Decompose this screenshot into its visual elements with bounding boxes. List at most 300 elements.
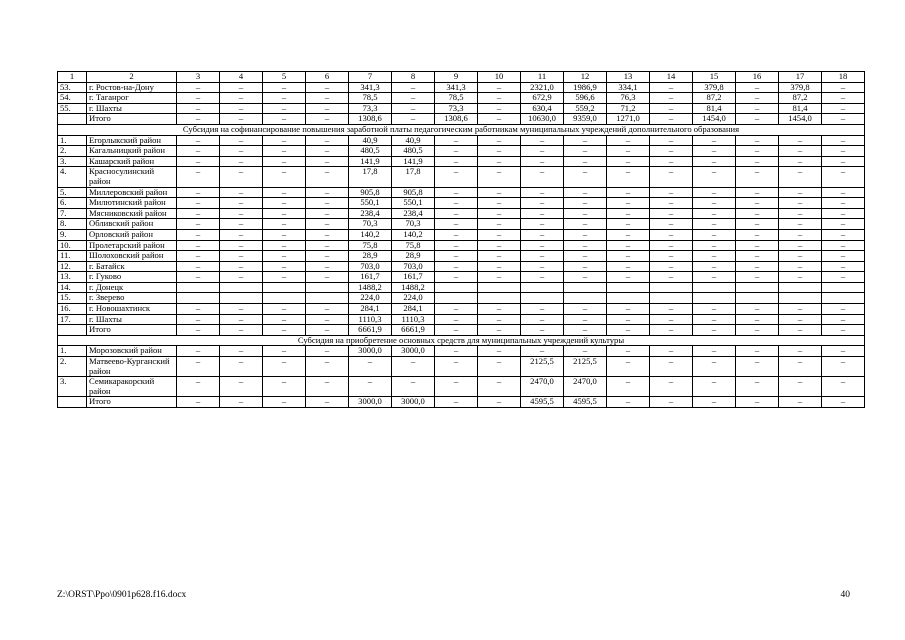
value-cell: – — [521, 208, 564, 219]
value-cell: 73,3 — [349, 103, 392, 114]
value-cell: – — [220, 93, 263, 104]
municipality-name: Семикаракорский район — [87, 377, 177, 397]
value-cell: – — [521, 135, 564, 146]
value-cell: – — [435, 219, 478, 230]
value-cell: – — [478, 377, 521, 397]
value-cell — [564, 282, 607, 293]
value-cell: – — [263, 208, 306, 219]
value-cell: – — [521, 304, 564, 315]
value-cell: – — [177, 219, 220, 230]
value-cell — [693, 282, 736, 293]
value-cell: – — [822, 397, 865, 408]
value-cell: – — [263, 314, 306, 325]
value-cell: – — [478, 314, 521, 325]
table-row — [58, 103, 865, 114]
value-cell: – — [263, 346, 306, 357]
value-cell: – — [263, 240, 306, 251]
column-number: 2 — [87, 72, 177, 83]
municipality-name: Красносулинский район — [87, 167, 177, 187]
value-cell: 75,8 — [349, 240, 392, 251]
value-cell: 1271,0 — [607, 114, 650, 125]
value-cell: – — [736, 272, 779, 283]
value-cell: – — [736, 135, 779, 146]
value-cell: – — [822, 198, 865, 209]
value-cell: 2125,5 — [521, 357, 564, 377]
value-cell: – — [263, 229, 306, 240]
value-cell: 672,9 — [521, 93, 564, 104]
value-cell: 596,6 — [564, 93, 607, 104]
value-cell: – — [822, 261, 865, 272]
table-row — [58, 357, 865, 377]
table-row — [58, 397, 865, 408]
value-cell: – — [220, 377, 263, 397]
value-cell: 1488,2 — [392, 282, 435, 293]
value-cell: – — [779, 146, 822, 157]
value-cell: – — [478, 135, 521, 146]
column-number: 1 — [58, 72, 87, 83]
row-number: 11. — [58, 251, 87, 262]
value-cell: – — [521, 229, 564, 240]
table-row — [58, 293, 865, 304]
table-row — [58, 240, 865, 251]
value-cell: – — [478, 219, 521, 230]
value-cell: 224,0 — [349, 293, 392, 304]
table-row — [58, 167, 865, 187]
value-cell: 141,9 — [392, 156, 435, 167]
value-cell: 1488,2 — [349, 282, 392, 293]
value-cell — [220, 293, 263, 304]
value-cell — [736, 293, 779, 304]
value-cell: – — [736, 198, 779, 209]
value-cell: – — [478, 261, 521, 272]
table-row — [58, 346, 865, 357]
value-cell: – — [263, 114, 306, 125]
value-cell: – — [220, 82, 263, 93]
value-cell: – — [478, 82, 521, 93]
row-number: 54. — [58, 93, 87, 104]
value-cell: – — [779, 377, 822, 397]
value-cell: 40,9 — [392, 135, 435, 146]
value-cell: 334,1 — [607, 82, 650, 93]
value-cell: – — [564, 240, 607, 251]
table-row — [58, 251, 865, 262]
value-cell: – — [478, 146, 521, 157]
value-cell: – — [564, 198, 607, 209]
value-cell — [521, 293, 564, 304]
municipality-name: Кашарский район — [87, 156, 177, 167]
value-cell: 2470,0 — [564, 377, 607, 397]
value-cell: – — [822, 357, 865, 377]
value-cell: 141,9 — [349, 156, 392, 167]
value-cell: 75,8 — [392, 240, 435, 251]
value-cell: – — [435, 261, 478, 272]
value-cell: – — [435, 156, 478, 167]
value-cell: – — [607, 346, 650, 357]
value-cell: – — [220, 167, 263, 187]
column-number: 13 — [607, 72, 650, 83]
value-cell: – — [650, 187, 693, 198]
value-cell: 550,1 — [349, 198, 392, 209]
value-cell: – — [736, 314, 779, 325]
value-cell: – — [650, 167, 693, 187]
column-number: 12 — [564, 72, 607, 83]
column-number: 4 — [220, 72, 263, 83]
column-number: 18 — [822, 72, 865, 83]
value-cell: – — [650, 82, 693, 93]
value-cell: 81,4 — [779, 103, 822, 114]
value-cell: – — [779, 187, 822, 198]
value-cell: – — [564, 187, 607, 198]
column-number: 16 — [736, 72, 779, 83]
value-cell: – — [435, 357, 478, 377]
value-cell: – — [220, 261, 263, 272]
value-cell: – — [521, 198, 564, 209]
value-cell: – — [779, 208, 822, 219]
value-cell — [478, 293, 521, 304]
value-cell: – — [521, 167, 564, 187]
value-cell: – — [693, 146, 736, 157]
value-cell: 140,2 — [349, 229, 392, 240]
value-cell: – — [177, 146, 220, 157]
municipality-name: г. Шахты — [87, 103, 177, 114]
value-cell: – — [263, 325, 306, 336]
value-cell: – — [263, 156, 306, 167]
row-number: 17. — [58, 314, 87, 325]
value-cell: – — [736, 346, 779, 357]
value-cell: – — [435, 304, 478, 315]
value-cell: 9359,0 — [564, 114, 607, 125]
value-cell: – — [478, 114, 521, 125]
value-cell — [263, 293, 306, 304]
municipality-name: г. Таганрог — [87, 93, 177, 104]
value-cell: – — [478, 272, 521, 283]
value-cell: – — [822, 156, 865, 167]
value-cell — [607, 293, 650, 304]
value-cell: – — [693, 377, 736, 397]
value-cell: – — [693, 229, 736, 240]
value-cell: – — [521, 146, 564, 157]
row-number: 1. — [58, 346, 87, 357]
value-cell — [263, 282, 306, 293]
value-cell: – — [220, 198, 263, 209]
value-cell: – — [220, 208, 263, 219]
value-cell: – — [564, 251, 607, 262]
value-cell: – — [822, 167, 865, 187]
value-cell: – — [177, 187, 220, 198]
value-cell: – — [435, 346, 478, 357]
row-number: 13. — [58, 272, 87, 283]
value-cell: – — [736, 82, 779, 93]
value-cell: – — [564, 146, 607, 157]
value-cell: 28,9 — [349, 251, 392, 262]
municipality-name: Обливский район — [87, 219, 177, 230]
value-cell: 76,3 — [607, 93, 650, 104]
column-number: 7 — [349, 72, 392, 83]
value-cell: 559,2 — [564, 103, 607, 114]
value-cell: – — [693, 219, 736, 230]
value-cell: – — [220, 156, 263, 167]
value-cell: – — [607, 146, 650, 157]
value-cell: – — [650, 377, 693, 397]
value-cell: – — [177, 377, 220, 397]
value-cell: – — [736, 377, 779, 397]
value-cell: – — [220, 272, 263, 283]
value-cell: 284,1 — [392, 304, 435, 315]
value-cell: – — [177, 93, 220, 104]
value-cell: – — [220, 357, 263, 377]
table-row — [58, 261, 865, 272]
value-cell: 1308,6 — [435, 114, 478, 125]
value-cell: – — [736, 397, 779, 408]
value-cell: – — [478, 229, 521, 240]
value-cell: 70,3 — [349, 219, 392, 230]
value-cell: – — [779, 167, 822, 187]
section-title-row — [58, 124, 865, 135]
value-cell: – — [564, 272, 607, 283]
value-cell: – — [607, 187, 650, 198]
table-header-row — [58, 72, 865, 83]
value-cell: – — [822, 135, 865, 146]
value-cell: – — [736, 357, 779, 377]
value-cell: – — [306, 219, 349, 230]
value-cell: – — [693, 167, 736, 187]
value-cell: – — [607, 377, 650, 397]
value-cell: – — [306, 314, 349, 325]
value-cell: – — [607, 240, 650, 251]
value-cell: – — [306, 146, 349, 157]
row-number: 3. — [58, 377, 87, 397]
municipality-name: Матвеево-Курганский район — [87, 357, 177, 377]
value-cell: 905,8 — [392, 187, 435, 198]
value-cell: – — [822, 187, 865, 198]
value-cell: – — [435, 397, 478, 408]
value-cell: – — [607, 229, 650, 240]
value-cell: 550,1 — [392, 198, 435, 209]
value-cell: – — [263, 146, 306, 157]
value-cell: – — [822, 251, 865, 262]
value-cell: – — [736, 114, 779, 125]
municipality-name: Пролетарский район — [87, 240, 177, 251]
value-cell: 1454,0 — [693, 114, 736, 125]
value-cell: – — [736, 103, 779, 114]
value-cell: – — [736, 240, 779, 251]
value-cell: – — [263, 103, 306, 114]
value-cell: – — [478, 325, 521, 336]
value-cell — [779, 293, 822, 304]
value-cell: 6661,9 — [349, 325, 392, 336]
value-cell: – — [349, 357, 392, 377]
value-cell: – — [263, 377, 306, 397]
value-cell: – — [822, 304, 865, 315]
value-cell: – — [521, 272, 564, 283]
table-row — [58, 114, 865, 125]
value-cell: – — [564, 135, 607, 146]
value-cell: – — [177, 167, 220, 187]
value-cell: – — [736, 167, 779, 187]
value-cell: – — [177, 198, 220, 209]
municipality-name: г. Зверево — [87, 293, 177, 304]
municipality-name: г. Новошахтинск — [87, 304, 177, 315]
value-cell: – — [263, 304, 306, 315]
value-cell: – — [564, 346, 607, 357]
value-cell: – — [220, 114, 263, 125]
row-number: 2. — [58, 146, 87, 157]
value-cell: – — [435, 208, 478, 219]
table-row — [58, 198, 865, 209]
row-number: 8. — [58, 219, 87, 230]
value-cell: – — [693, 135, 736, 146]
value-cell: 2321,0 — [521, 82, 564, 93]
value-cell: – — [435, 251, 478, 262]
row-number: 6. — [58, 198, 87, 209]
value-cell: – — [564, 261, 607, 272]
value-cell: – — [478, 187, 521, 198]
value-cell: – — [693, 304, 736, 315]
value-cell: – — [736, 208, 779, 219]
value-cell: – — [693, 187, 736, 198]
value-cell: 4595,5 — [521, 397, 564, 408]
value-cell: – — [306, 377, 349, 397]
table-row — [58, 314, 865, 325]
value-cell — [564, 293, 607, 304]
value-cell: – — [779, 314, 822, 325]
value-cell: – — [263, 135, 306, 146]
value-cell: – — [392, 377, 435, 397]
value-cell: – — [650, 357, 693, 377]
municipality-name: Итого — [87, 397, 177, 408]
value-cell: – — [177, 156, 220, 167]
value-cell: – — [693, 346, 736, 357]
value-cell: 480,5 — [349, 146, 392, 157]
column-number: 14 — [650, 72, 693, 83]
value-cell: – — [435, 198, 478, 209]
value-cell: – — [177, 272, 220, 283]
value-cell: – — [693, 198, 736, 209]
table-row — [58, 219, 865, 230]
column-number: 6 — [306, 72, 349, 83]
value-cell: 480,5 — [392, 146, 435, 157]
value-cell: – — [693, 251, 736, 262]
column-number: 8 — [392, 72, 435, 83]
value-cell: – — [650, 135, 693, 146]
value-cell — [693, 293, 736, 304]
value-cell: 161,7 — [392, 272, 435, 283]
value-cell: – — [220, 219, 263, 230]
section-title: Субсидия на софинансирование повышения заработной платы педагогическим работникам муниципальных учреждений дополнительного образования — [58, 124, 865, 135]
value-cell: 1454,0 — [779, 114, 822, 125]
value-cell: – — [306, 114, 349, 125]
value-cell: – — [650, 114, 693, 125]
value-cell: 17,8 — [392, 167, 435, 187]
value-cell — [736, 282, 779, 293]
value-cell: – — [220, 325, 263, 336]
value-cell: – — [306, 357, 349, 377]
value-cell: 1308,6 — [349, 114, 392, 125]
value-cell: – — [220, 251, 263, 262]
value-cell: – — [822, 325, 865, 336]
value-cell: 78,5 — [435, 93, 478, 104]
value-cell: – — [521, 346, 564, 357]
value-cell: – — [478, 167, 521, 187]
value-cell: – — [306, 135, 349, 146]
table-row — [58, 187, 865, 198]
value-cell: – — [822, 82, 865, 93]
value-cell: – — [306, 82, 349, 93]
value-cell: 81,4 — [693, 103, 736, 114]
row-number — [58, 325, 87, 336]
value-cell: – — [822, 114, 865, 125]
value-cell: – — [306, 272, 349, 283]
value-cell: – — [650, 208, 693, 219]
column-number: 5 — [263, 72, 306, 83]
value-cell: – — [263, 272, 306, 283]
value-cell: – — [564, 325, 607, 336]
municipality-name: Кагальницкий район — [87, 146, 177, 157]
value-cell: – — [779, 240, 822, 251]
value-cell: – — [779, 357, 822, 377]
municipality-name: Итого — [87, 114, 177, 125]
row-number: 1. — [58, 135, 87, 146]
value-cell: 3000,0 — [392, 346, 435, 357]
value-cell: – — [263, 357, 306, 377]
value-cell: – — [392, 114, 435, 125]
value-cell: 17,8 — [349, 167, 392, 187]
value-cell: – — [177, 251, 220, 262]
municipality-name: г. Шахты — [87, 314, 177, 325]
value-cell: – — [220, 304, 263, 315]
value-cell: – — [263, 261, 306, 272]
value-cell: – — [607, 314, 650, 325]
municipality-name: Мясниковский район — [87, 208, 177, 219]
row-number: 4. — [58, 167, 87, 187]
value-cell: – — [177, 261, 220, 272]
value-cell: – — [478, 251, 521, 262]
value-cell: 3000,0 — [392, 397, 435, 408]
value-cell: 3000,0 — [349, 397, 392, 408]
value-cell — [607, 282, 650, 293]
value-cell: – — [521, 187, 564, 198]
value-cell: – — [693, 314, 736, 325]
table-row — [58, 325, 865, 336]
value-cell: – — [263, 397, 306, 408]
value-cell — [306, 282, 349, 293]
table-row — [58, 282, 865, 293]
subsidy-table — [57, 71, 865, 408]
value-cell: – — [650, 304, 693, 315]
table-row — [58, 156, 865, 167]
value-cell: – — [822, 103, 865, 114]
row-number — [58, 114, 87, 125]
value-cell: – — [607, 325, 650, 336]
value-cell: – — [650, 198, 693, 209]
value-cell: – — [736, 156, 779, 167]
municipality-name: г. Батайск — [87, 261, 177, 272]
value-cell: – — [392, 357, 435, 377]
value-cell: – — [306, 187, 349, 198]
row-number — [58, 397, 87, 408]
value-cell: – — [779, 397, 822, 408]
value-cell: – — [306, 198, 349, 209]
value-cell: – — [263, 167, 306, 187]
value-cell: – — [306, 208, 349, 219]
table-row — [58, 135, 865, 146]
value-cell: – — [693, 357, 736, 377]
value-cell: – — [306, 240, 349, 251]
value-cell: – — [564, 156, 607, 167]
value-cell: – — [736, 229, 779, 240]
value-cell: – — [779, 198, 822, 209]
value-cell: – — [177, 229, 220, 240]
